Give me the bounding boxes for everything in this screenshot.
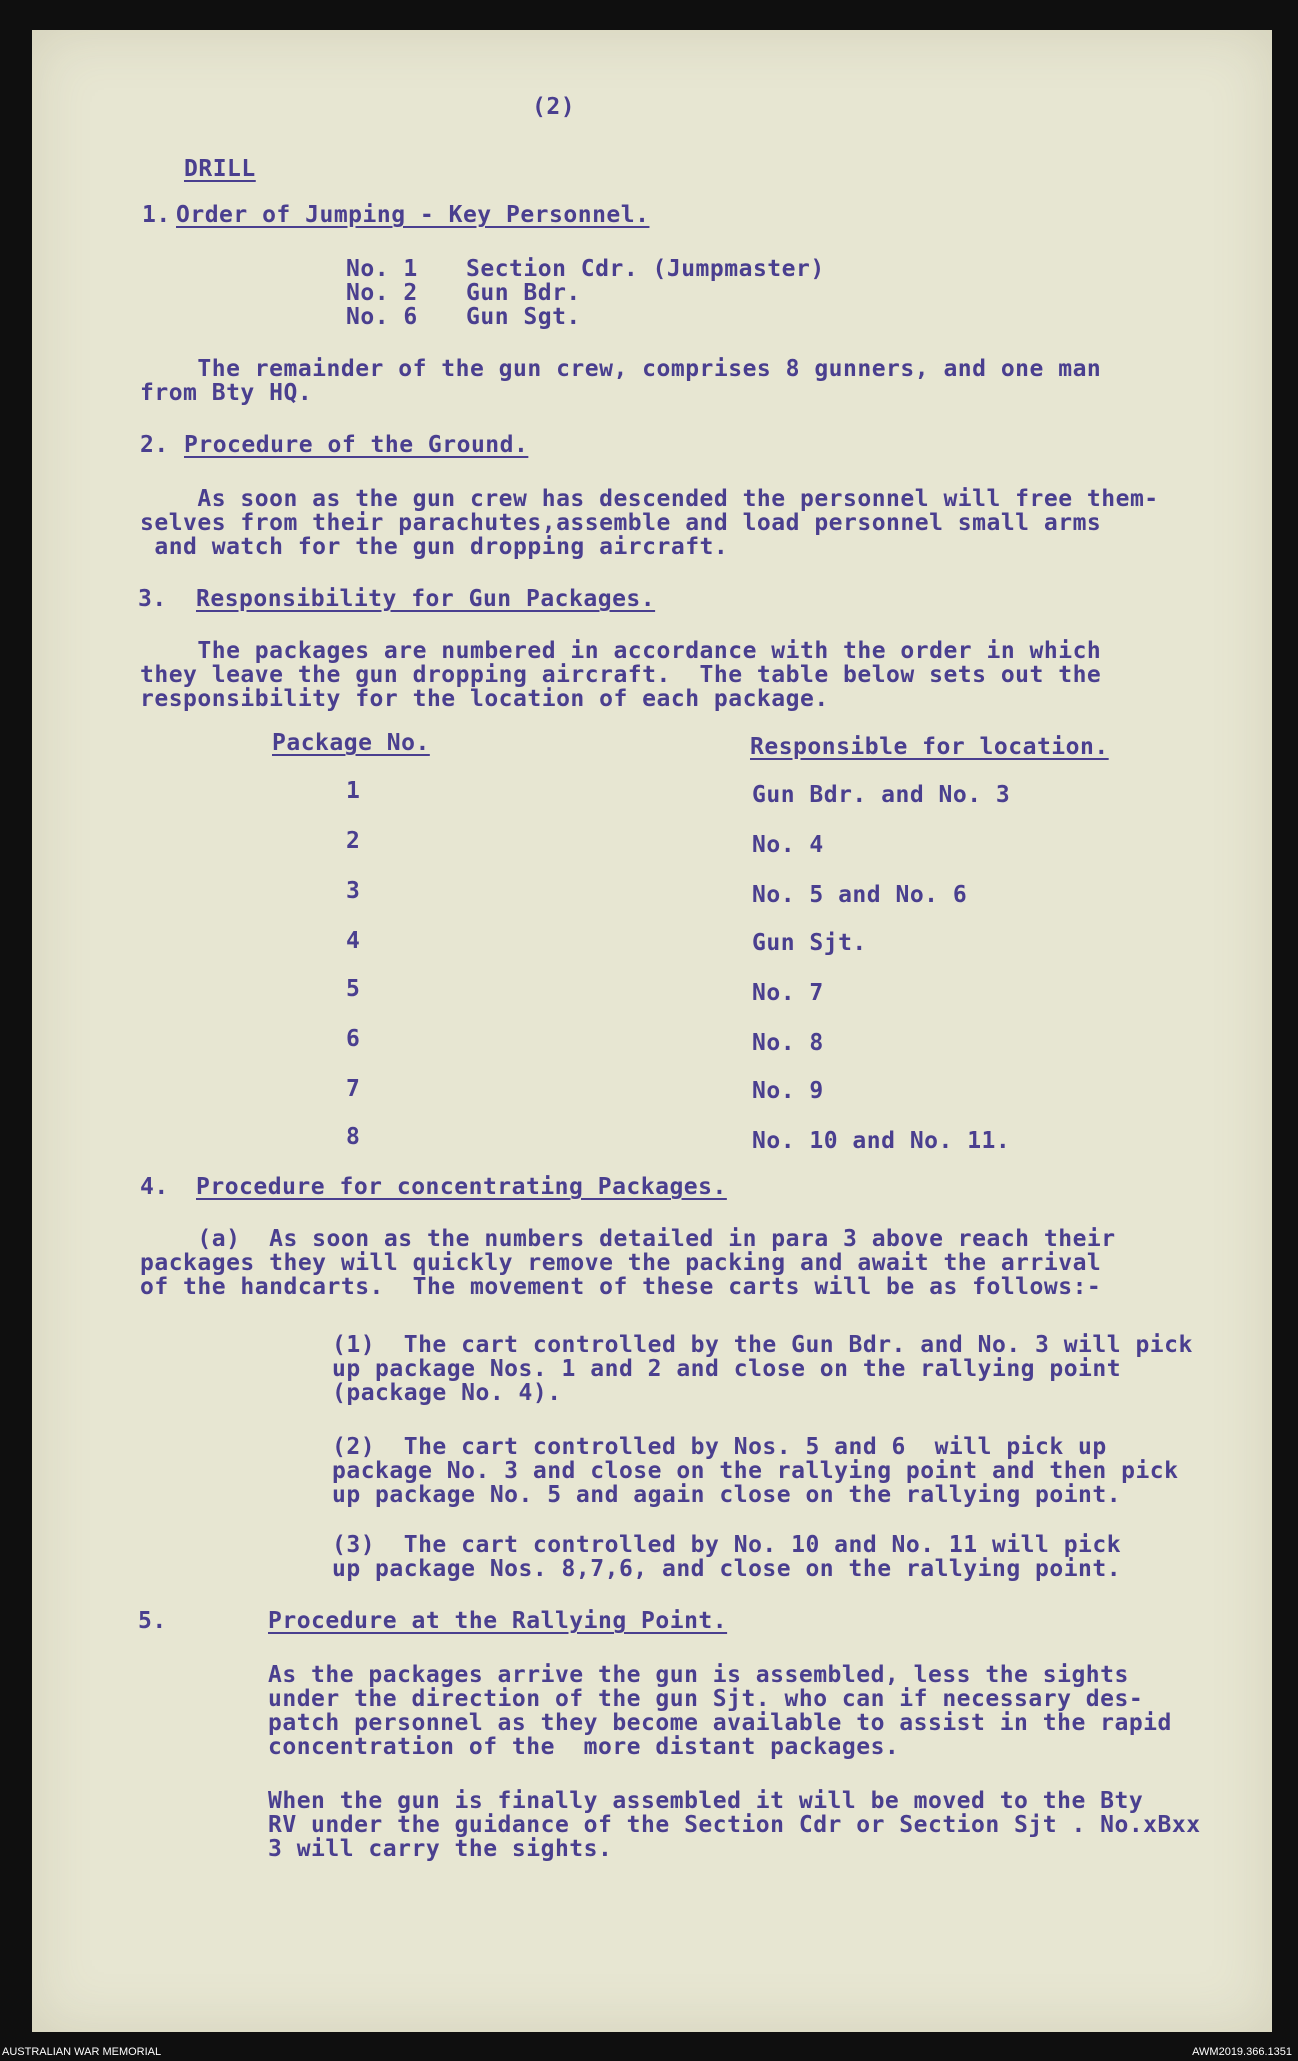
sub-item-line: (2) The cart controlled by Nos. 5 and 6 will pick up xyxy=(332,1434,1107,1460)
sec1-number: 1. xyxy=(142,202,171,228)
sec4-para-line: of the handcarts. The movement of these carts will be as follows:- xyxy=(140,1274,1102,1300)
sub-item-line: up package Nos. 1 and 2 and close on the rallying point xyxy=(332,1356,1122,1382)
sec5-para-line: under the direction of the gun Sjt. who can if necessary des- xyxy=(268,1686,1144,1712)
sec5-para-line: concentration of the more distant packages. xyxy=(268,1734,900,1760)
sec2-para-line: and watch for the gun dropping aircraft. xyxy=(140,534,729,560)
table-cell-package: 8 xyxy=(346,1124,361,1150)
sec4-title: Procedure for concentrating Packages. xyxy=(196,1174,727,1200)
table-cell-package: 7 xyxy=(346,1076,361,1102)
personnel-no: No. 6 xyxy=(346,304,418,330)
sub-item-line: up package No. 5 and again close on the rallying point. xyxy=(332,1482,1122,1508)
sub-item-line: up package Nos. 8,7,6, and close on the rallying point. xyxy=(332,1556,1122,1582)
page-number: (2) xyxy=(532,94,576,120)
sec5-title: Procedure at the Rallying Point. xyxy=(268,1608,728,1634)
sec3-title: Responsibility for Gun Packages. xyxy=(196,586,656,612)
table-cell-responsible: No. 4 xyxy=(752,832,824,858)
sec3-para-line: responsibility for the location of each package. xyxy=(140,686,829,712)
sec5-para-line: As the packages arrive the gun is assembled, less the sights xyxy=(268,1662,1129,1688)
table-cell-package: 2 xyxy=(346,828,361,854)
sec1-para-line: from Bty HQ. xyxy=(140,380,313,406)
personnel-no: No. 1 xyxy=(346,256,418,282)
heading-drill: DRILL xyxy=(184,156,256,182)
sec2-title: Procedure of the Ground. xyxy=(184,432,529,458)
table-cell-package: 4 xyxy=(346,928,361,954)
sec4-para-line: packages they will quickly remove the packing and await the arrival xyxy=(140,1250,1102,1276)
sub-item-line: (3) The cart controlled by No. 10 and No. 11 will pick xyxy=(332,1532,1122,1558)
personnel-role: Gun Sgt. xyxy=(466,304,581,330)
sec2-para-line: As soon as the gun crew has descended the personnel will free them- xyxy=(140,486,1159,512)
sec1-para-line: The remainder of the gun crew, comprises 8 gunners, and one man xyxy=(140,356,1102,382)
sec1-title: Order of Jumping - Key Personnel. xyxy=(176,202,650,228)
sub-item-line: (package No. 4). xyxy=(332,1380,562,1406)
personnel-role: Section Cdr. (Jumpmaster) xyxy=(466,256,825,282)
footer-source: AUSTRALIAN WAR MEMORIAL xyxy=(2,2046,162,2058)
sec5-para-line: When the gun is finally assembled it will be moved to the Bty xyxy=(268,1788,1144,1814)
sec2-para-line: selves from their parachutes,assemble and load personnel small arms xyxy=(140,510,1102,536)
sec3-number: 3. xyxy=(138,586,167,612)
table-cell-responsible: Gun Sjt. xyxy=(752,930,867,956)
table-cell-responsible: Gun Bdr. and No. 3 xyxy=(752,782,1011,808)
table-header-responsible: Responsible for location. xyxy=(750,734,1109,760)
table-header-package: Package No. xyxy=(272,730,430,756)
table-cell-package: 6 xyxy=(346,1026,361,1052)
sub-item-line: package No. 3 and close on the rallying point and then pick xyxy=(332,1458,1179,1484)
table-cell-responsible: No. 7 xyxy=(752,980,824,1006)
sub-item-line: (1) The cart controlled by the Gun Bdr. and No. 3 will pick xyxy=(332,1332,1193,1358)
sec3-para-line: they leave the gun dropping aircraft. The table below sets out the xyxy=(140,662,1102,688)
table-cell-responsible: No. 10 and No. 11. xyxy=(752,1128,1011,1154)
table-cell-package: 5 xyxy=(346,976,361,1002)
table-cell-responsible: No. 9 xyxy=(752,1078,824,1104)
sec5-para-line: 3 will carry the sights. xyxy=(268,1836,613,1862)
footer-accession: AWM2019.366.1351 xyxy=(1192,2046,1292,2058)
table-cell-responsible: No. 5 and No. 6 xyxy=(752,882,968,908)
sec5-para-line: patch personnel as they become available to assist in the rapid xyxy=(268,1710,1172,1736)
table-cell-package: 3 xyxy=(346,878,361,904)
personnel-role: Gun Bdr. xyxy=(466,280,581,306)
table-cell-package: 1 xyxy=(346,778,361,804)
sec2-number: 2. xyxy=(140,432,169,458)
sec3-para-line: The packages are numbered in accordance with the order in which xyxy=(140,638,1102,664)
sec5-number: 5. xyxy=(138,1608,167,1634)
table-cell-responsible: No. 8 xyxy=(752,1030,824,1056)
sec5-para-line: RV under the guidance of the Section Cdr or Section Sjt . No.xBxx xyxy=(268,1812,1201,1838)
personnel-no: No. 2 xyxy=(346,280,418,306)
sec4-number: 4. xyxy=(140,1174,169,1200)
document-page xyxy=(32,30,1272,2032)
sec4-para-line: (a) As soon as the numbers detailed in para 3 above reach their xyxy=(140,1226,1116,1252)
